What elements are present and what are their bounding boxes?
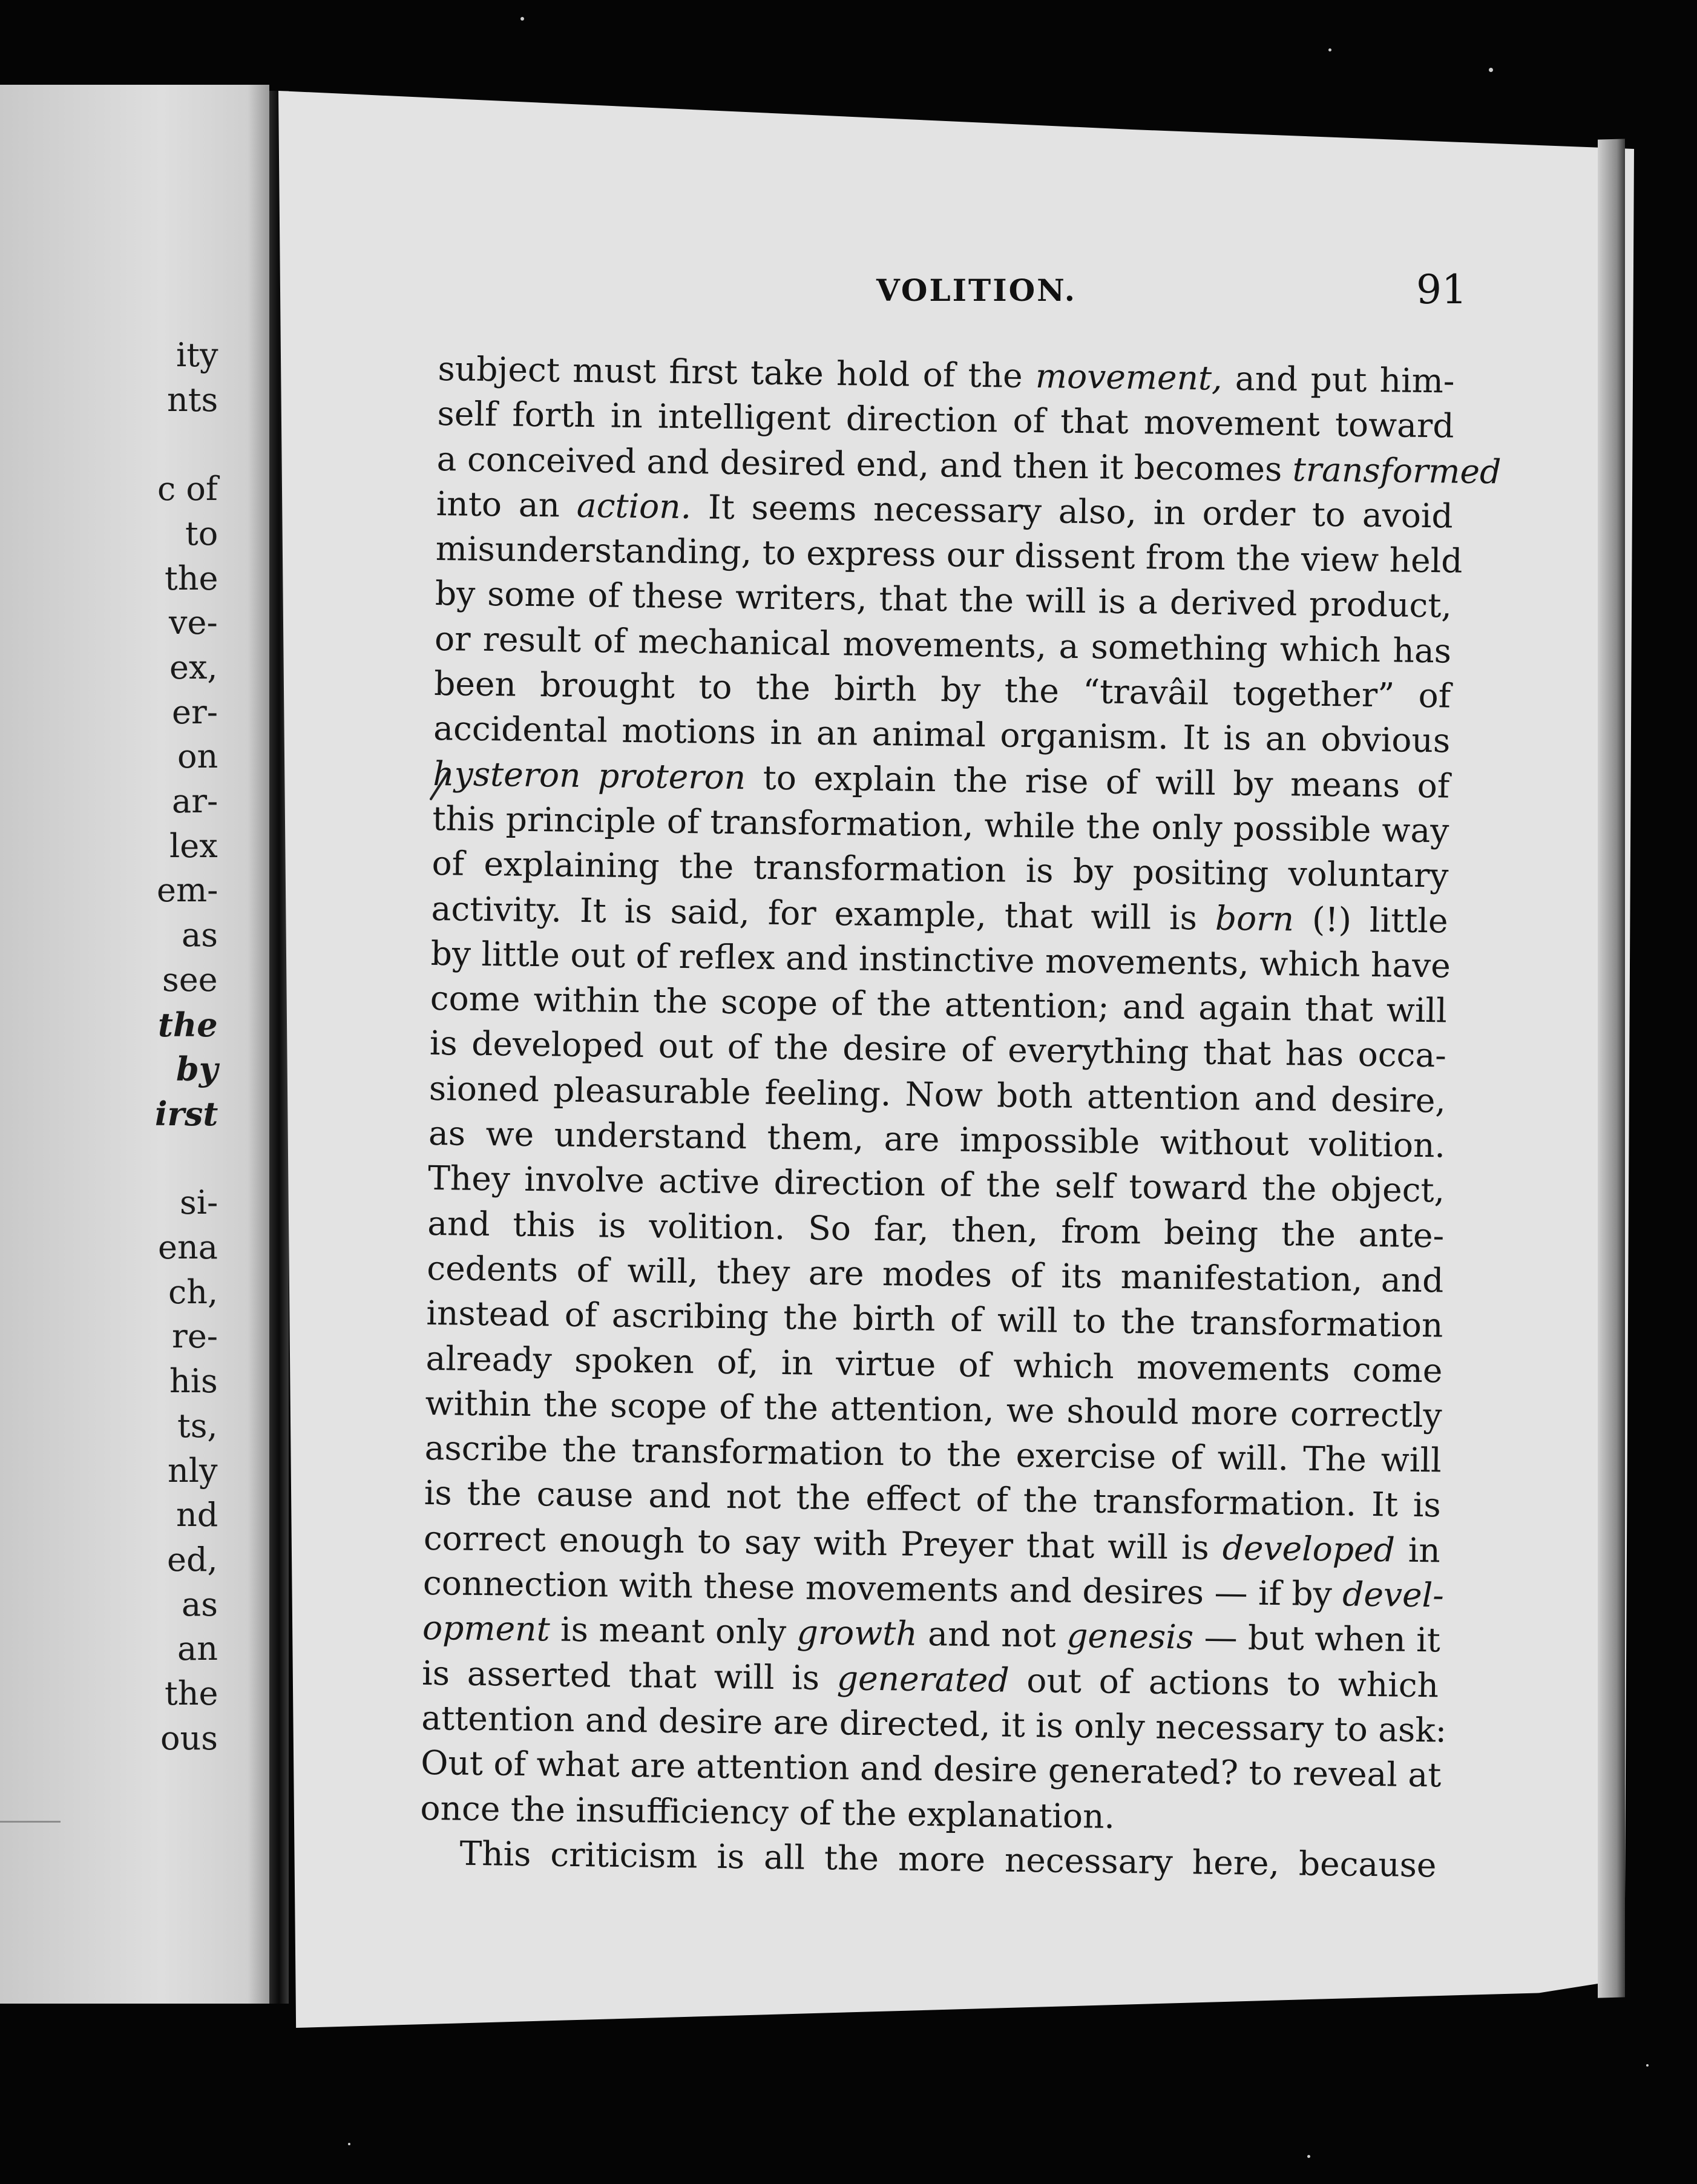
- previous-page-line-fragment: his: [169, 1362, 218, 1401]
- previous-page-edge: [0, 85, 269, 2004]
- text-run: and not: [917, 1614, 1067, 1656]
- text-run: Out of what are attention and desire generated? to reveal at: [421, 1743, 1442, 1795]
- text-run: It seems necessary also, in order to avoid: [691, 487, 1454, 536]
- text-run: once the insufficiency of the explanation.: [420, 1788, 1115, 1836]
- previous-page-line-fragment: ous: [160, 1719, 218, 1757]
- text-run: misunderstanding, to express our dissent from the view held: [435, 529, 1463, 581]
- scan-dust-speck: [1646, 2064, 1649, 2067]
- text-run: out of actions to which: [1009, 1660, 1439, 1705]
- text-run: already spoken of, in virtue of which movements come: [425, 1338, 1443, 1390]
- italic-phrase: devel-: [1342, 1574, 1445, 1615]
- text-run: sioned pleasurable feeling. Now both attention and desire,: [428, 1068, 1446, 1120]
- previous-page-line-fragment: c of: [157, 470, 218, 508]
- scan-dust-speck: [1489, 68, 1493, 72]
- italic-phrase: developed: [1222, 1528, 1396, 1570]
- italic-phrase: action.: [576, 485, 692, 527]
- previous-page-line-fragment: the: [165, 559, 218, 597]
- scan-dust-speck: [1307, 2155, 1310, 2158]
- text-run: is asserted that will is: [421, 1653, 838, 1697]
- text-run: into an: [436, 484, 577, 525]
- text-run: is meant only: [550, 1610, 797, 1652]
- previous-page-line-fragment: by: [176, 1050, 218, 1089]
- previous-page-line-fragment: ve-: [169, 604, 218, 642]
- footnote-rule: [0, 1821, 61, 1823]
- text-run: as we understand them, are impossible without volition.: [428, 1113, 1446, 1165]
- text-run: connection with these movements and desires — if by: [422, 1563, 1343, 1614]
- previous-page-line-fragment: ena: [158, 1228, 218, 1266]
- italic-phrase: opment: [422, 1608, 551, 1649]
- text-run: subject must first take hold of the: [438, 349, 1036, 396]
- text-run: instead of ascribing the birth of will to the transformation: [426, 1294, 1443, 1345]
- previous-page-line-fragment: see: [162, 960, 218, 999]
- text-run: or result of mechanical movements, a something which has: [434, 619, 1452, 671]
- text-run: They involve active direction of the self toward the object,: [427, 1159, 1445, 1210]
- previous-page-line-fragment: ch,: [168, 1272, 218, 1311]
- text-run: is the cause and not the effect of the transformation. It is: [424, 1473, 1442, 1525]
- body-text: [419, 346, 1502, 1887]
- previous-page-line-fragment: nts: [167, 380, 218, 419]
- text-run: within the scope of the attention, we should more correctly: [425, 1383, 1442, 1435]
- previous-page-line-fragment: to: [185, 514, 218, 553]
- text-run: This criticism is all the more necessary here, because: [459, 1834, 1437, 1885]
- previous-page-line-fragment: ity: [176, 336, 218, 374]
- scan-dust-speck: [520, 17, 524, 21]
- text-run: self forth in intelligent direction of that movement toward: [437, 394, 1454, 446]
- text-run: is developed out of the desire of everything that has occa-: [429, 1024, 1447, 1075]
- text-run: ascribe the transformation to the exercise of will. The will: [424, 1428, 1442, 1480]
- text-run: — but when it: [1193, 1617, 1441, 1660]
- previous-page-line-fragment: as: [182, 1585, 218, 1623]
- text-run: and this is volition. So far, then, from being the ante-: [427, 1203, 1445, 1255]
- text-run: been brought to the birth by the “travâil together” of: [433, 664, 1451, 715]
- text-run: cedents of will, they are modes of its manifestation, and: [427, 1248, 1444, 1300]
- text-run: to explain the rise of will by means of: [745, 757, 1450, 806]
- text-run: (!) little: [1293, 899, 1448, 941]
- page-header: [0, 266, 1697, 315]
- text-run: accidental motions in an animal organism. It is an obvious: [433, 709, 1451, 760]
- text-run: in: [1394, 1530, 1441, 1570]
- italic-phrase: growth: [796, 1613, 918, 1654]
- previous-page-line-fragment: nd: [176, 1496, 218, 1534]
- running-head: VOLITION.: [876, 272, 1077, 308]
- page-fore-edge: [1598, 139, 1625, 1998]
- previous-page-line-fragment: an: [177, 1630, 218, 1668]
- italic-phrase: movement,: [1035, 357, 1223, 398]
- text-run: this principle of transformation, while the only possible way: [432, 798, 1449, 850]
- text-run: by little out of reflex and instinctive movements, which have: [430, 933, 1451, 985]
- previous-page-line-fragment: the: [158, 1005, 218, 1044]
- previous-page-line-fragment: ex,: [169, 648, 218, 686]
- previous-page-line-fragment: ar-: [172, 782, 218, 820]
- previous-page-line-fragment: irst: [155, 1094, 218, 1133]
- previous-page-line-fragment: on: [177, 737, 218, 776]
- previous-page-line-fragment: the: [165, 1674, 218, 1712]
- previous-page-text-fragments: [0, 85, 269, 2004]
- previous-page-line-fragment: nly: [168, 1451, 218, 1490]
- previous-page-line-fragment: ed,: [167, 1540, 218, 1579]
- text-run: come within the scope of the attention; and again that will: [430, 979, 1448, 1030]
- text-run: by some of these writers, that the will is a derived product,: [435, 574, 1452, 625]
- italic-phrase: generated: [836, 1658, 1009, 1700]
- previous-page-line-fragment: er-: [172, 692, 218, 731]
- italic-phrase: transformed: [1292, 449, 1502, 492]
- text-run: activity. It is said, for example, that will is: [431, 889, 1216, 938]
- italic-phrase: hysteron proteron: [432, 754, 746, 797]
- previous-page-line-fragment: ts,: [177, 1406, 218, 1445]
- previous-page-line-fragment: em-: [157, 871, 218, 910]
- text-run: of explaining the transformation is by positing voluntary: [432, 844, 1449, 895]
- scan-dust-speck: [348, 2143, 350, 2145]
- italic-phrase: born: [1215, 898, 1295, 938]
- text-run: a conceived and desired end, and then it becomes: [436, 439, 1293, 488]
- previous-page-line-fragment: si-: [180, 1183, 218, 1222]
- text-run: correct enough to say with Preyer that will is: [423, 1518, 1223, 1567]
- text-run: attention and desire are directed, it is only necessary to ask:: [421, 1698, 1447, 1750]
- italic-phrase: genesis: [1066, 1616, 1194, 1657]
- page-number: 91: [1416, 266, 1467, 313]
- previous-page-line-fragment: as: [182, 916, 218, 955]
- text-run: and put him-: [1222, 358, 1455, 401]
- previous-page-line-fragment: re-: [172, 1317, 218, 1356]
- previous-page-line-fragment: lex: [169, 826, 218, 865]
- scan-dust-speck: [1328, 48, 1331, 51]
